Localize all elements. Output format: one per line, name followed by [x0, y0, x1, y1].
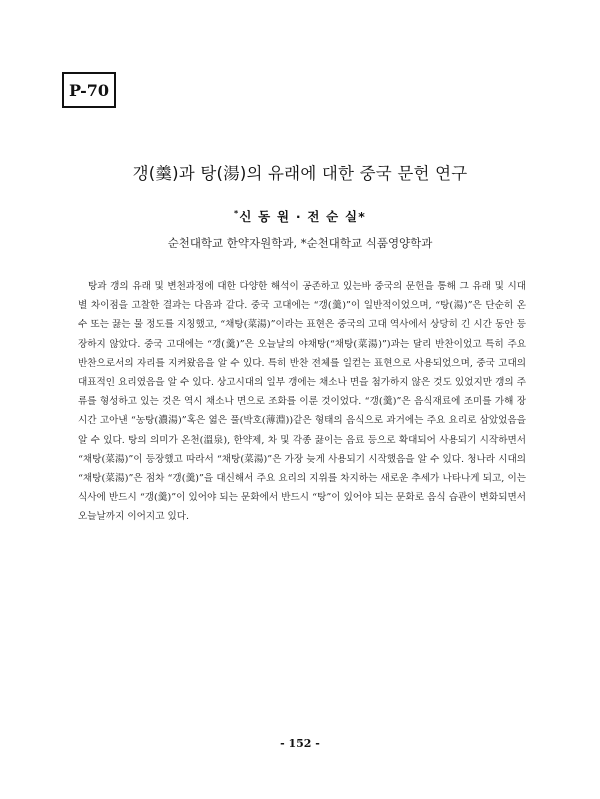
abstract-paragraph: 탕과 갱의 유래 및 변천과정에 대한 다양한 해석이 공존하고 있는바 중국의 문헌을 통해 그 유래 및 시대별 차이점을 고찰한 결과는 다음과 같다. 중국 고대에는 “갱(羹)”이 일반적이었으며, “탕(湯)”은 단순히 온수 또는 끓는 물 정도를 지칭했고, “채탕(菜湯)”이라는 표현은 중국의 고대 역사에서 상당히 긴 시간 동안 등장하지 않았다. 중국 고대에는 “갱(羹)”은 오늘날의 야채탕(“채탕(菜湯)”)과는 달리 반찬이었고 특히 주요 반찬으로서의 자리를 지켜왔음을 알 수 있다. 특히 반찬 전체를 일컫는 표현으로 사용되었으며, 중국 고대의 대표적인 요리였음을 알 수 있다. 상고시대의 일부 갱에는 채소나 면을 첨가하지 않은 것도 있었지만 갱의 주류를 형성하고 있는 것은 역시 채소나 면으로 조화를 이룬 것이었다. “갱(羹)”은 음식재료에 조미를 가해 장시간 고아낸 “농탕(濃湯)”혹은 엷은 풀(박호(薄淵))같은 형태의 음식으로 과거에는 주요 요리로 삼았었음을 알 수 있다. 탕의 의미가 온천(溫泉), 한약제, 차 및 각종 끓이는 음료 등으로 확대되어 사용되기 시작하면서 “채탕(菜湯)”이 등장했고 따라서 “채탕(菜湯)”은 가장 늦게 사용되기 시작했음을 알 수 있다. 청나라 시대의 “채탕(菜湯)”은 점차 “갱(羹)”을 대신해서 주요 요리의 지위를 차지하는 새로운 추세가 나타나게 되고, 이는 식사에 반드시 “갱(羹)”이 있어야 되는 문화에서 반드시 “탕”이 있어야 되는 문화로 음식 습관이 변화되면서 오늘날까지 이어지고 있다. [78, 281, 526, 523]
author-marker: * [233, 209, 240, 218]
author-line [0, 207, 600, 225]
presentation-code: P-70 [68, 80, 110, 100]
presentation-code-box [62, 72, 116, 108]
affiliations: 순천대학교 한약자원학과, *순천대학교 식품영양학과 [167, 236, 433, 250]
author-names: 신 동 원 · 전 순 실* [239, 209, 367, 224]
paper-title: 갱(羹)과 탕(湯)의 유래에 대한 중국 문헌 연구 [132, 164, 468, 183]
page-number: - 152 - [280, 737, 320, 750]
